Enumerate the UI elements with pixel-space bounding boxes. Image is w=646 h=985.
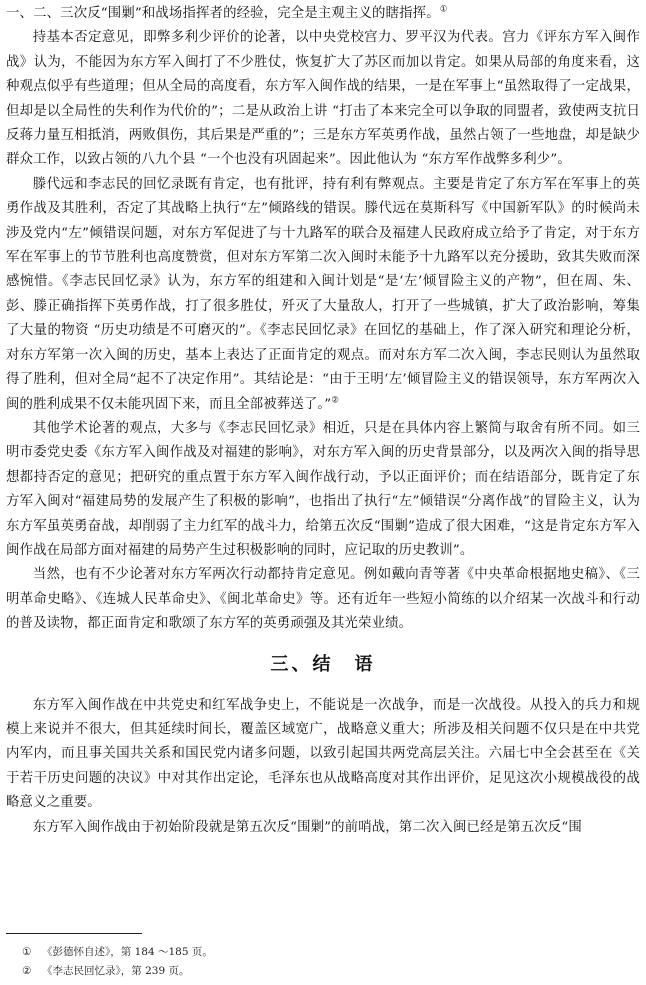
footnote-2 — [22, 962, 632, 981]
footnote-1-mark: ① — [22, 946, 32, 958]
paragraph-3-text: 滕代远和李志民的回忆录既有肯定，也有批评，持有利有弊观点。主要是肯定了东方军在军事上的英勇作战及其胜利，否定了其战略上执行“左”倾路线的错误。滕代远在莫斯科写《中国新军队》的时候尚未涉及党内“左”倾错误问题，对东方军促进了与十九路军的联合及福建人民政府成立给予了肯定，对于东方军在军事上的节节胜利也高度赞赏，但对东方军第二次入闽时未能予十九路军以充分援助，致其失败而深感惋惜。《李志民回忆录》认为，东方军的组建和入闽计划是“是‘左’倾冒险主义的产物”，但在周、朱、彭、滕正确指挥下英勇作战，打了很多胜仗，歼灭了大量敌人，打开了一些城镇，扩大了政治影响，筹集了大量的物资 “历史功绩是不可磨灭的”。《李志民回忆录》在回忆的基础上，作了深入研究和理论分析，对东方军第一次入闽的历史，基本上表达了正面肯定的观点。而对东方军二次入闽，李志民则认为虽然取得了胜利，但对全局“起不了决定作用”。其结论是：“由于王明‘左’倾冒险主义的错误领导，东方军两次入闽的胜利成果不仅未能巩固下来，而且全部被葬送了。” — [6, 176, 640, 412]
footnote-1 — [22, 943, 632, 962]
footnote-2-text: 《李志民回忆录》，第 239 页。 — [42, 965, 190, 977]
paragraph-6: 东方军入闽作战在中共党史和红军战争史上，不能说是一次战争，而是一次战役。从投入的兵力和规模上来说并不很大，但其延续时间长，覆盖区域宽广，战略意义重大；所涉及相关问题不仅只是在中共党内军内，而且事关国共关系和国民党内诸多问题，以致引起国共两党高层关注。六届七中全会甚至在《关于若干历史问题的决议》中对其作出定论，毛泽东也从战略高度对其作出评价，足见这次小规模战役的战略意义之重要。 — [6, 697, 640, 811]
paragraph-1-text: 一、二、三次反“围剿”和战场指挥者的经验，完全是主观主义的瞎指挥。 — [6, 6, 440, 21]
body-text — [6, 2, 640, 840]
section-heading: 三、结 语 — [270, 653, 376, 675]
paragraph-2: 持基本否定意见，即弊多利少评价的论著，以中央党校宫力、罗平汉为代表。宫力《评东方军入闽作战》认为，不能因为东方军入闽打了不少胜仗，恢复扩大了苏区而加以肯定。如果从局部的角度来看，这种观点似乎有些道理；但从全局的高度看，东方军入闽作战的结果，一是在军事上“虽然取得了一定战果，但却是以全局性的失利作为代价的”；二是从政治上讲 “打击了本来完全可以争取的同盟者，致使两支抗日反蒋力量互相抵消，两败俱伤，其后果是严重的”；三是东方军英勇作战，虽然占领了一些地盘，却是缺少群众工作，以致占领的八九个县 “一个也没有巩固起来”。因此他认为 “东方军作战弊多利少”。 — [6, 30, 640, 168]
footnote-ref-1: ① — [439, 4, 448, 15]
paragraph-7: 东方军入闽作战由于初始阶段就是第五次反“围剿”的前哨战，第二次入闽已经是第五次反“围 — [32, 819, 582, 835]
footnotes — [22, 943, 632, 981]
paragraph-1 — [6, 2, 640, 26]
paragraph-4: 其他学术论著的观点，大多与《李志民回忆录》相近，只是在具体内容上繁简与取舍有所不同。如三明市委党史委《东方军入闽作战及对福建的影响》，对东方军入闽的历史背景部分，以及两次入闽的指导思想都持否定的意见；把研究的重点置于东方军入闽作战行动，予以正面评价；而在结语部分，既肯定了东方军入闽对“福建局势的发展产生了积极的影响”，也指出了执行“左”倾错误“分离作战”的冒险主义，认为东方军虽英勇奋战，却削弱了主力红军的战斗力，给第五次反“围剿”造成了很大困难，“这是肯定东方军入闽作战在局部方面对福建的局势产生过积极影响的同时，应记取的历史教训”。 — [6, 420, 640, 558]
footnote-1-text: 《彭德怀自述》，第 184 ～185 页。 — [42, 946, 213, 958]
footnote-divider — [6, 933, 142, 934]
paragraph-5: 当然，也有不少论著对东方军两次行动都持肯定意见。例如戴向青等著《中央革命根据地史稿》、《三明革命史略》、《连城人民革命史》、《闽北革命史》等。还有近年一些短小简练的以介绍某一次战斗和行动的普及读物，都正面肯定和歌颂了东方军的英勇顽强及其光荣业绩。 — [6, 567, 640, 632]
footnote-ref-2: ② — [331, 395, 340, 406]
paragraph-3 — [6, 173, 640, 417]
footnote-2-mark: ② — [22, 965, 32, 977]
